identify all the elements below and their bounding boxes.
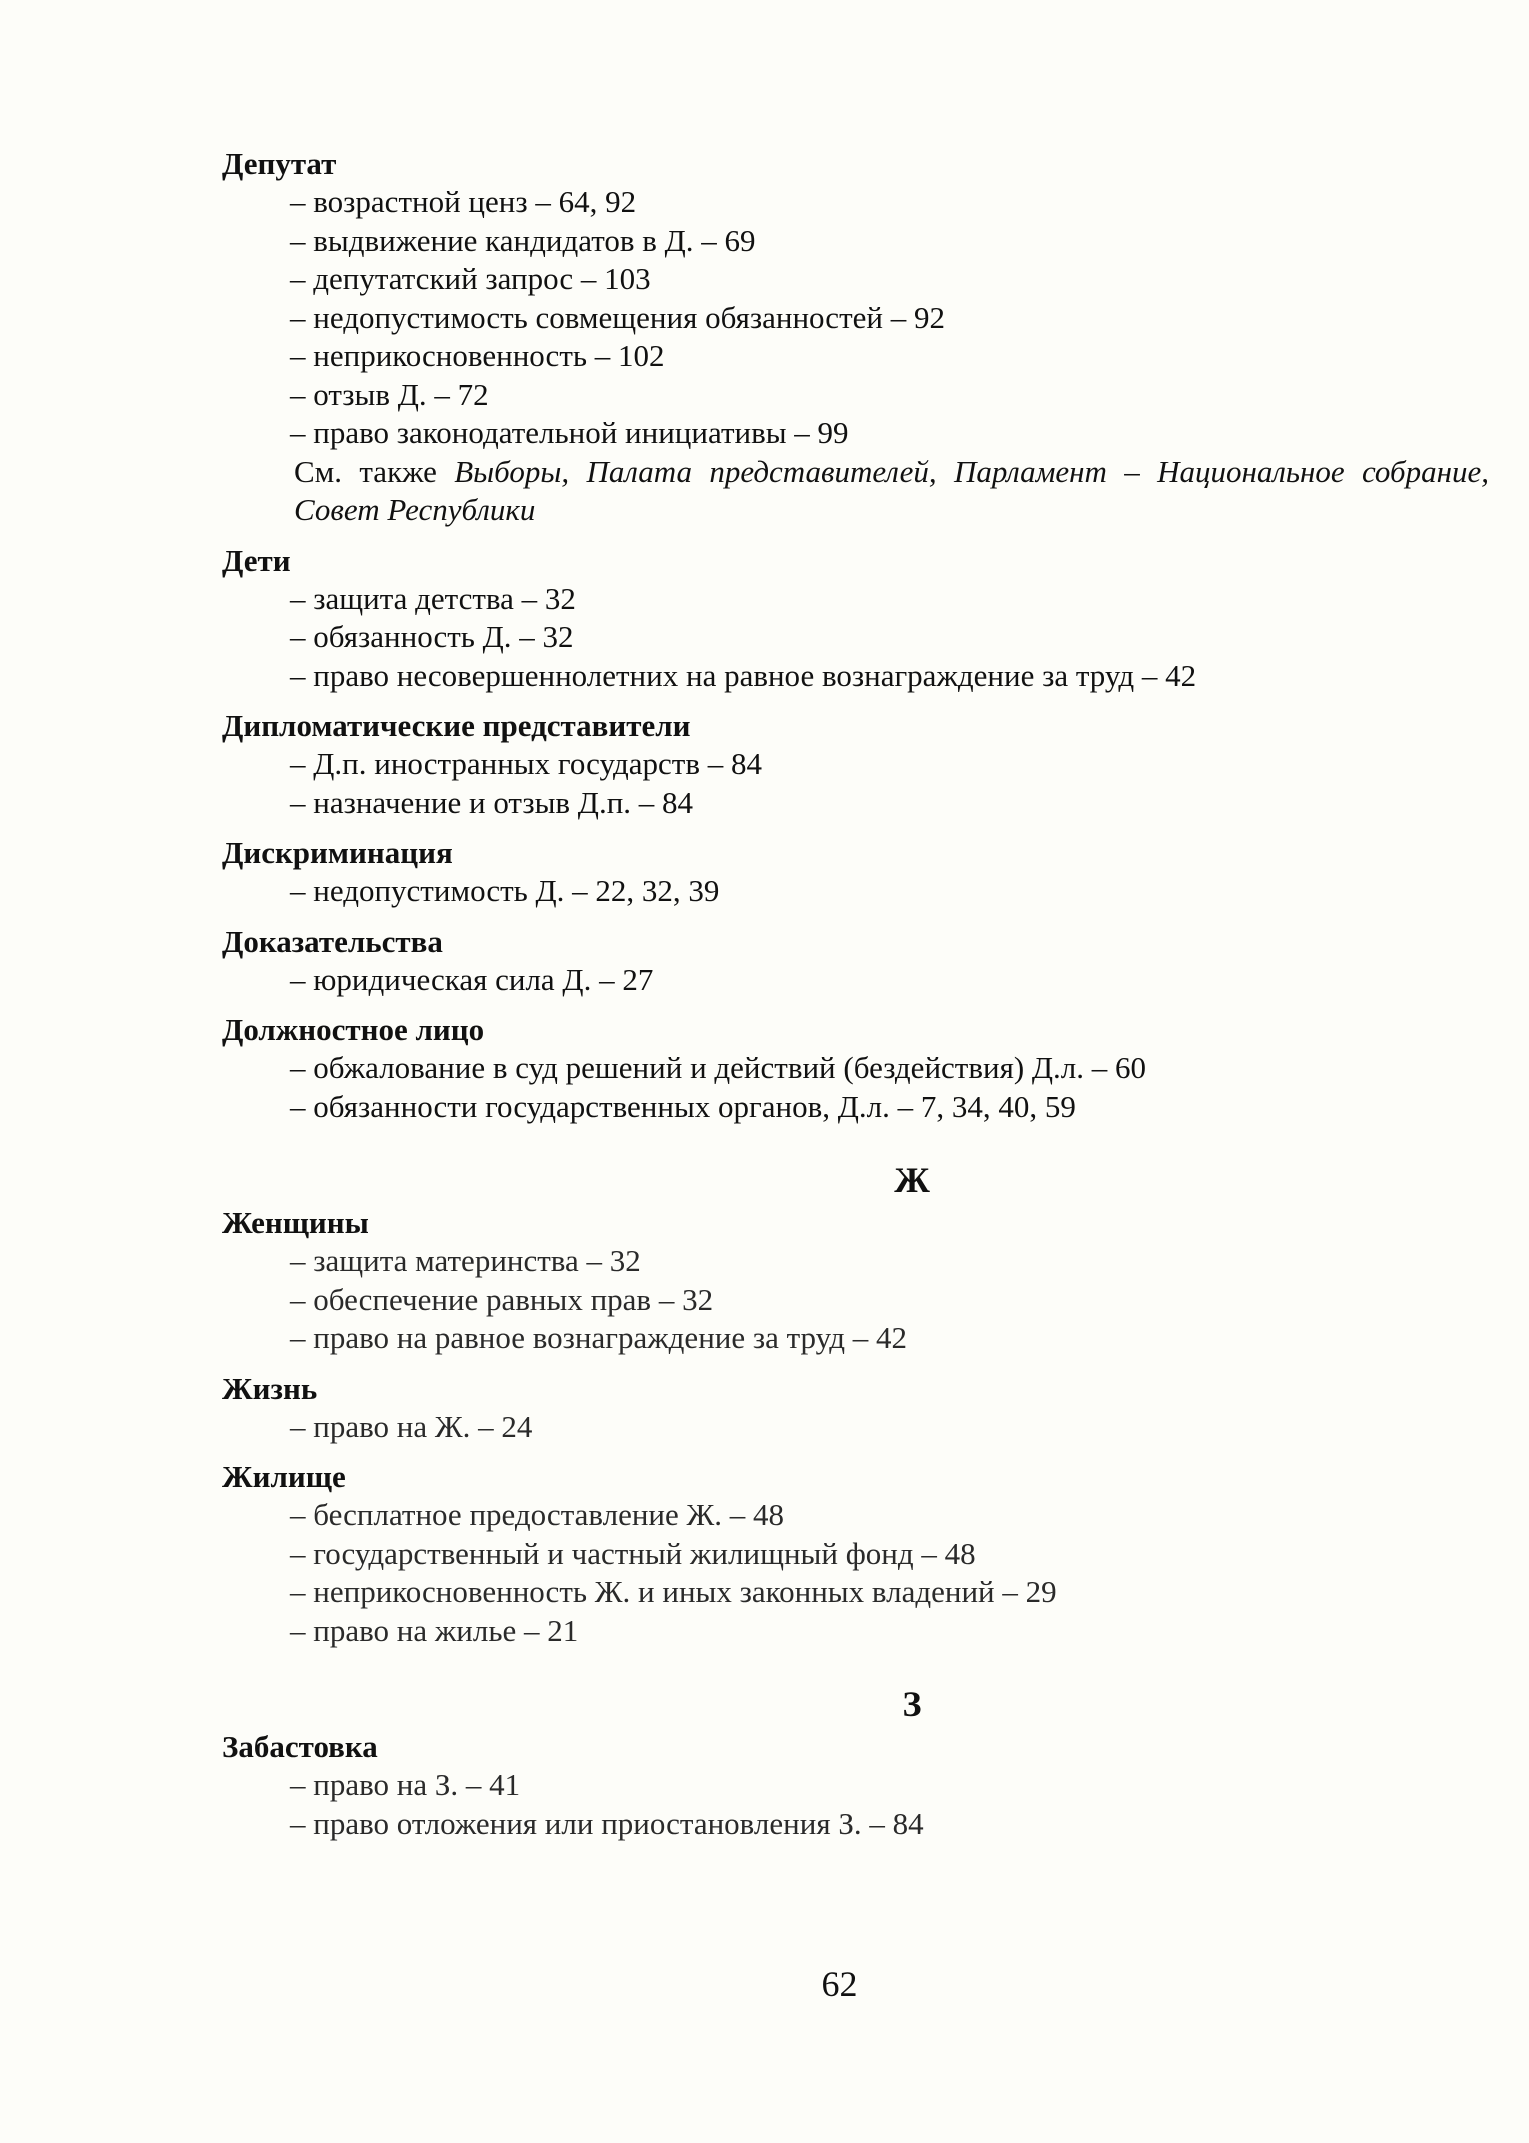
see-also-prefix: См. также (294, 453, 455, 489)
index-entry (222, 923, 1492, 1000)
entry-subitem: – государственный и частный жилищный фонд – 48 (290, 1535, 976, 1571)
entry-subitem: – право на жилье – 21 (290, 1612, 579, 1648)
index-entry (222, 707, 1492, 822)
entry-heading: Дипломатические представители (222, 708, 691, 743)
section-letter: Ж (894, 1160, 930, 1200)
entry-subitem: – неприкосновенность Ж. и иных законных владений – 29 (290, 1574, 1057, 1609)
entry-subitem: – обеспечение равных прав – 32 (290, 1281, 714, 1317)
entry-subitem: – защита детства – 32 (290, 580, 576, 616)
see-also-references: Выборы, Палата представителей, Парламент – Национальное собрание, Совет Республики (294, 453, 1490, 527)
entry-subitem: – обжалование в суд решений и действий (бездействия) Д.л. – 60 (290, 1050, 1147, 1085)
entry-heading: Дискриминация (222, 835, 453, 870)
entry-subitem: – право на Ж. – 24 (290, 1408, 533, 1444)
entry-subitem: – юридическая сила Д. – 27 (290, 961, 654, 997)
entry-subitem: – право отложения или приостановления З. – 84 (290, 1805, 924, 1841)
entry-subitem: – обязанности государственных органов, Д.л. – 7, 34, 40, 59 (290, 1088, 1076, 1124)
entry-subitem: – обязанность Д. – 32 (290, 619, 574, 654)
index-entry (222, 1728, 1492, 1843)
entry-subitem: – недопустимость совмещения обязанностей – 92 (290, 299, 945, 335)
entry-heading: Забастовка (222, 1729, 378, 1764)
letter-section-header (222, 1682, 1492, 1726)
entry-heading: Жизнь (222, 1370, 318, 1406)
index-entry (222, 542, 1492, 696)
entry-subitem: – выдвижение кандидатов в Д. – 69 (290, 222, 756, 258)
section-letter: З (902, 1684, 922, 1724)
entry-subitem: – возрастной ценз – 64, 92 (290, 184, 637, 219)
index-entry (222, 1370, 1492, 1447)
entry-heading: Доказательства (222, 923, 443, 959)
entry-heading: Жилище (222, 1459, 346, 1494)
index-entry (222, 834, 1492, 911)
entry-subitem: – неприкосновенность – 102 (290, 338, 665, 373)
entry-heading: Дети (222, 542, 291, 578)
see-also (294, 453, 1489, 530)
entry-subitem: – бесплатное предоставление Ж. – 48 (290, 1497, 785, 1532)
entry-subitem: – назначение и отзыв Д.п. – 84 (290, 784, 694, 820)
page-number: 62 (821, 1964, 858, 2004)
entry-subitem: – право на З. – 41 (290, 1767, 521, 1802)
entry-subitem: – Д.п. иностранных государств – 84 (290, 746, 762, 781)
entry-heading: Должностное лицо (222, 1012, 485, 1047)
index-entry (222, 145, 1492, 530)
entry-subitem: – недопустимость Д. – 22, 32, 39 (290, 873, 720, 908)
entry-subitem: – защита материнства – 32 (290, 1243, 641, 1278)
entry-subitem: – депутатский запрос – 103 (290, 261, 651, 296)
index-entry (222, 1204, 1492, 1358)
letter-section-header (222, 1158, 1492, 1202)
entry-subitem: – право несовершеннолетних на равное вознаграждение за труд – 42 (290, 657, 1197, 693)
entry-subitem: – право законодательной инициативы – 99 (290, 415, 849, 450)
entry-subitem: – право на равное вознаграждение за труд – 42 (290, 1320, 907, 1355)
entry-heading: Депутат (222, 146, 337, 181)
index-entry (222, 1458, 1492, 1650)
entry-heading: Женщины (222, 1205, 369, 1240)
index-entry (222, 1011, 1492, 1126)
entry-subitem: – отзыв Д. – 72 (290, 376, 489, 412)
index-column (222, 145, 1492, 1843)
